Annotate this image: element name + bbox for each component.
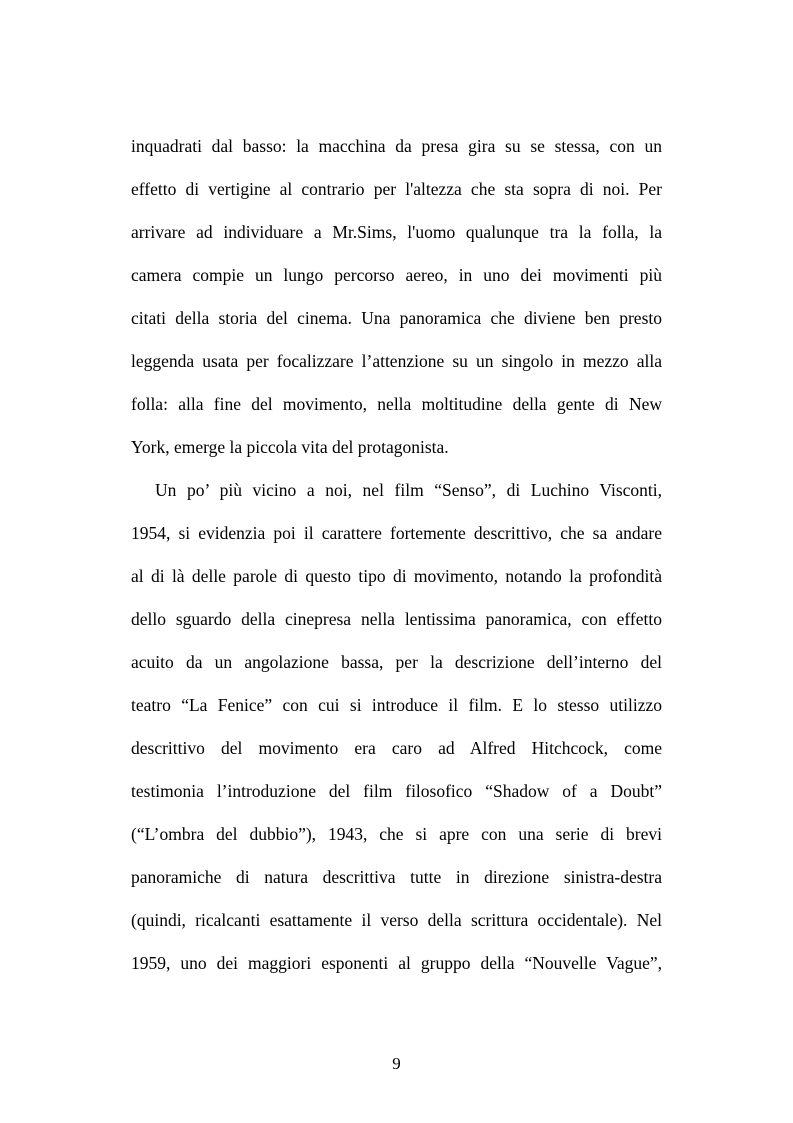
text-line: arrivare ad individuare a Mr.Sims, l'uomo qualunque tra la folla, la (131, 222, 662, 242)
text-line: 1959, uno dei maggiori esponenti al gruppo della “Nouvelle Vague”, (131, 953, 662, 973)
text-line: camera compie un lungo percorso aereo, in uno dei movimenti più (131, 265, 662, 285)
paragraph-1 (131, 125, 662, 469)
text-line: citati della storia del cinema. Una panoramica che diviene ben presto (131, 308, 662, 328)
page-number: 9 (392, 1054, 401, 1073)
text-line: Un po’ più vicino a noi, nel film “Senso”, di Luchino Visconti, (155, 480, 662, 500)
text-line: (quindi, ricalcanti esattamente il verso della scrittura occidentale). Nel (131, 910, 662, 930)
text-line: (“L’ombra del dubbio”), 1943, che si apre con una serie di brevi (131, 824, 662, 844)
text-line: al di là delle parole di questo tipo di movimento, notando la profondità (131, 566, 662, 586)
text-line: teatro “La Fenice” con cui si introduce il film. E lo stesso utilizzo (131, 695, 662, 715)
paragraph-2 (131, 469, 662, 985)
text-line: acuito da un angolazione bassa, per la descrizione dell’interno del (131, 652, 662, 672)
text-line: 1954, si evidenzia poi il carattere fortemente descrittivo, che sa andare (131, 523, 662, 543)
text-line: panoramiche di natura descrittiva tutte in direzione sinistra-destra (131, 867, 662, 887)
text-line: effetto di vertigine al contrario per l'altezza che sta sopra di noi. Per (131, 179, 662, 199)
text-line: inquadrati dal basso: la macchina da presa gira su se stessa, con un (131, 136, 662, 156)
text-line: folla: alla fine del movimento, nella moltitudine della gente di New (131, 394, 662, 414)
body-text (131, 125, 662, 985)
text-line: descrittivo del movimento era caro ad Alfred Hitchcock, come (131, 738, 662, 758)
text-line: York, emerge la piccola vita del protagonista. (131, 437, 449, 457)
text-line: leggenda usata per focalizzare l’attenzione su un singolo in mezzo alla (131, 351, 662, 371)
text-line: dello sguardo della cinepresa nella lentissima panoramica, con effetto (131, 609, 662, 629)
text-line: testimonia l’introduzione del film filosofico “Shadow of a Doubt” (131, 781, 662, 801)
